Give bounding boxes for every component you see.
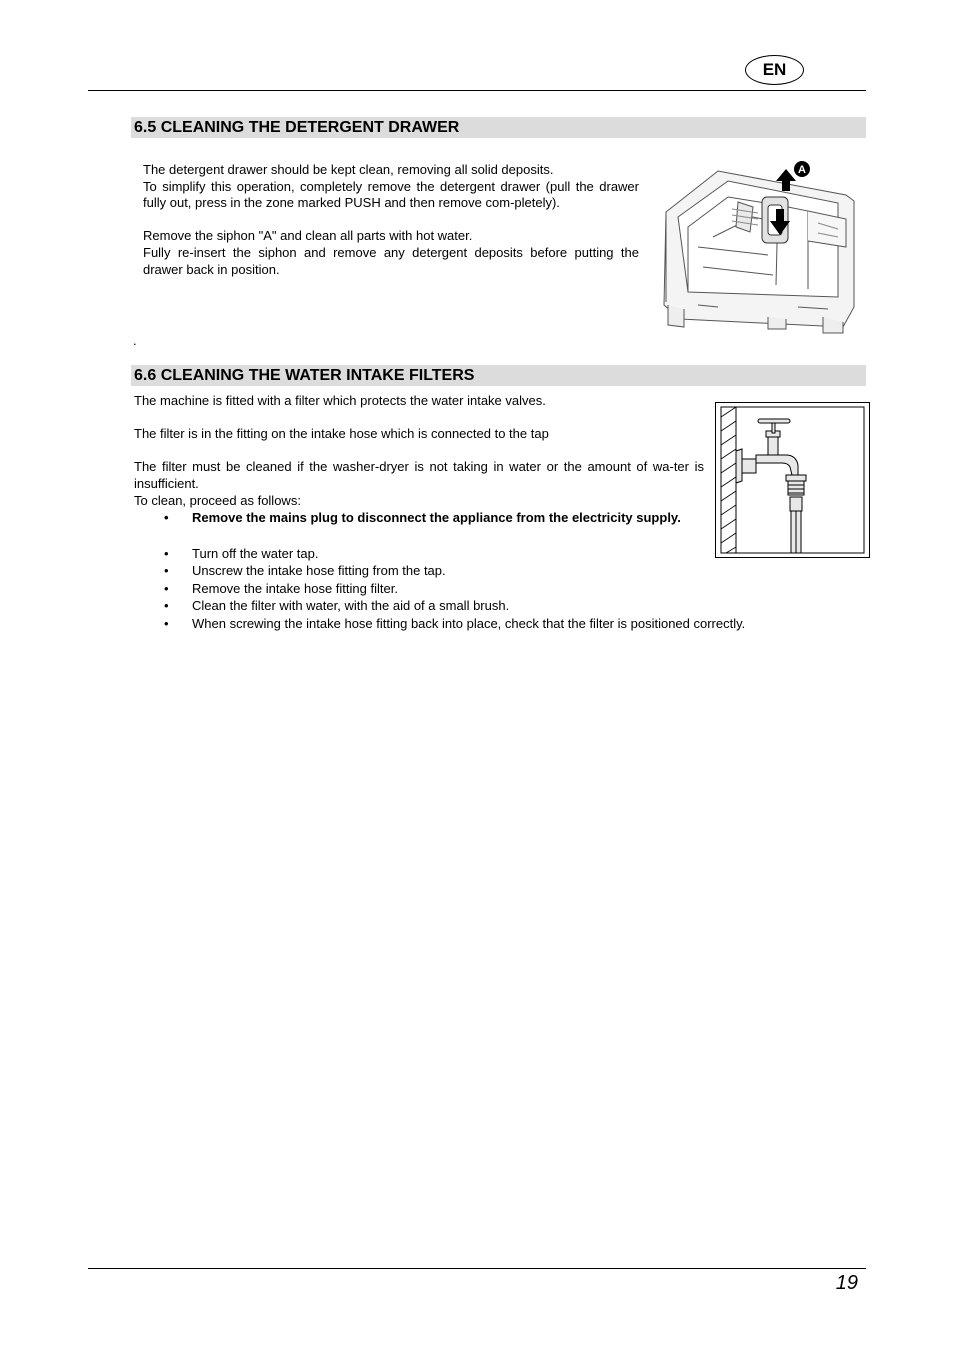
stray-dot: . [133,333,137,348]
section-title-water-intake-filters: 6.6 CLEANING THE WATER INTAKE FILTERS [131,365,866,386]
list-item: • Clean the filter with water, with the aid of a small brush. [134,597,844,614]
list-item: • When screwing the intake hose fitting back into place, check that the filter is positioned correctly. [134,615,844,632]
list-item: • Turn off the water tap. [134,545,844,562]
paragraph: To simplify this operation, completely remove the detergent drawer (pull the drawer fully out, press in the zone marked PUSH and then remove com-pletely). [143,178,639,211]
drawer-illustration [658,157,858,335]
language-badge: EN [745,55,804,85]
paragraph: The filter is in the fitting on the intake hose which is connected to the tap [134,426,549,442]
paragraph: The filter must be cleaned if the washer-dryer is not taking in water or the amount of wa-ter is insufficient. [134,459,704,491]
steps-list [134,510,704,527]
header-rule [88,90,866,91]
list-item: • Remove the intake hose fitting filter. [134,580,844,597]
figure-label-a: A [798,164,806,176]
paragraph: The detergent drawer should be kept clean, removing all solid deposits. [143,162,554,177]
tap-illustration [715,402,870,558]
paragraph: To clean, proceed as follows: [134,492,301,508]
footer-rule [88,1268,866,1269]
section-title-detergent-drawer: 6.5 CLEANING THE DETERGENT DRAWER [131,117,866,138]
paragraph: Remove the siphon "A" and clean all parts with hot water. [143,228,473,244]
paragraph: Fully re-insert the siphon and remove any detergent deposits before putting the drawer back in position. [143,244,639,277]
intake-filters-text [134,393,704,509]
list-item: • Remove the mains plug to disconnect the appliance from the electricity supply. [134,510,704,527]
paragraph: The machine is fitted with a filter which protects the water intake valves. [134,393,546,408]
detergent-drawer-text [143,162,639,278]
list-item: • Unscrew the intake hose fitting from the tap. [134,562,844,579]
page-number: 19 [835,1272,858,1294]
